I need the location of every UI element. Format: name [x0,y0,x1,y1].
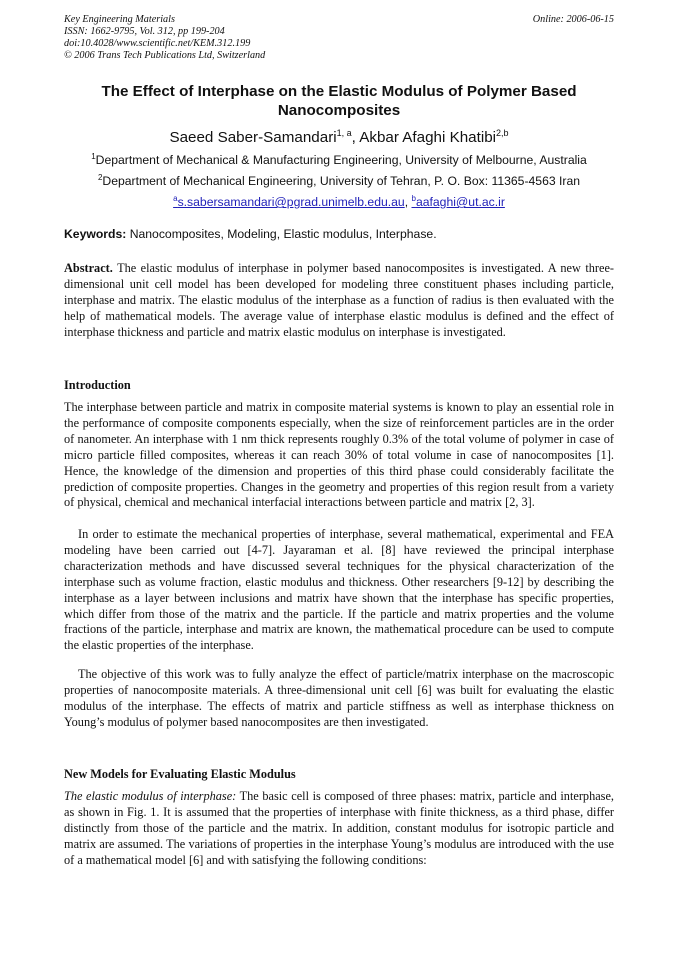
affiliation-1 [64,149,614,168]
intro-paragraph-2: In order to estimate the mechanical properties of interphase, several mathematical, experimental and FEA modeling have been carried out [4-7]. Jayaraman et al. [8] have reviewed the principal interphase characterization methods and have discussed several techniques for the physical characterization of the interphase such as volume fraction, elastic modulus and thickness. Other researchers [9-12] by describing the interphase as a layer between inclusions and matrix have shown that the interphase has specific properties, which differ from those of the matrix and the particle. If the particle and matrix properties and the volume fractions of the particle, interphase and matrix are known, the mathematical procedure can be used to compute the elastic properties of the interphase. [64,527,614,653]
email-link-1[interactable] [173,195,405,209]
authors [64,123,614,148]
online-date: Online: 2006-06-15 [532,14,614,25]
keywords-label: Keywords: [64,227,127,241]
journal-name: Key Engineering Materials [64,14,175,25]
intro-paragraph-3: The objective of this work was to fully analyze the effect of particle/matrix interphase on the macroscopic properties of nanocomposite materials. A three-dimensional unit cell [6] was built for evaluating the elastic modulus of the interphase. The effects of matrix and particle stiffness as well as interphase thickness on Young’s modulus of polymer based nanocomposites are then investigated. [64,667,614,729]
keywords-text: Nanocomposites, Modeling, Elastic modulus, Interphase. [126,227,437,241]
copyright: © 2006 Trans Tech Publications Ltd, Switzerland [64,50,266,61]
author-2: Akbar Afaghi Khatibi [359,129,497,147]
email-1-sup: a [173,194,178,203]
abstract-text: The elastic modulus of interphase in polymer based nanocomposites is investigated. A new three-dimensional unit cell model has been developed for modeling three constituent phases including particle, interphase and matrix. The elastic modulus of the interphase as a function of radius is then evaluated with the help of mathematical models. The average value of interphase elastic modulus is defined and the effect of interphase thickness and particle and matrix elastic modulus on interphase is investigated. [64,261,614,339]
affiliation-2-text: Department of Mechanical Engineering, University of Tehran, P. O. Box: 11365-4563 Iran [102,174,581,189]
affiliation-1-text: Department of Mechanical & Manufacturing Engineering, University of Melbourne, Australia [95,153,587,168]
affiliation-2-sup: 2 [97,173,103,182]
doi: doi:10.4028/www.scientific.net/KEM.312.199 [64,38,251,49]
models-text: The basic cell is composed of three phases: matrix, particle and interphase, as shown in Fig. 1. It is assumed that the properties of interphase with finite thickness, as a third phase, differ distinctly from those of the particle and the matrix. In addition, constant modulus for isotropic particle and matrix are assumed. The variations of properties in the interphase Young’s modulus are introduced with the use of a mathematical model [6] and with satisfying the following conditions: [64,789,614,867]
author-1: Saeed Saber-Samandari [169,129,337,147]
email-2-sup: b [411,194,416,203]
author-separator: , [351,129,360,147]
email-separator: , [404,195,412,210]
journal-header [64,14,614,62]
affiliation-1-sup: 1 [91,152,96,161]
issn: ISSN: 1662-9795, Vol. 312, pp 199-204 [64,26,225,37]
author-2-sup: 2,b [496,128,509,138]
author-1-sup: 1, a [336,128,352,138]
keywords [64,226,614,242]
email-link-2[interactable] [412,195,505,209]
email-2-text: aafaghi@ut.ac.ir [415,195,505,210]
introduction-heading: Introduction [64,378,131,392]
affiliation-2 [64,170,614,189]
email-1-text: s.sabersamandari@pgrad.unimelb.edu.au [177,195,405,210]
abstract-label: Abstract. [64,261,113,275]
models-heading: New Models for Evaluating Elastic Modulus [64,767,296,781]
paper-title: The Effect of Interphase on the Elastic Modulus of Polymer Based Nanocomposites [101,83,577,119]
abstract [64,261,614,341]
emails [64,191,614,210]
models-lead: The elastic modulus of interphase: [64,789,237,803]
intro-paragraph-1: The interphase between particle and matrix in composite material systems is known to play an essential role in the performance of composite components especially, when the size of reinforcement particles are in the order of nanometer. An interphase with 1 nm thick represents roughly 0.3% of the total volume of polymer in case of micro particle filled composites, whereas it can reach 30% of total volume in case of nanocomposites [1]. Hence, the knowledge of the dimension and properties of this third phase could considerably facilitate the prediction of composite properties. Changes in the geometry and properties of this region result from a variety of physical, chemical and mechanical interfacial interactions between particle and matrix [2, 3]. [64,400,614,510]
models-paragraph [64,789,614,869]
